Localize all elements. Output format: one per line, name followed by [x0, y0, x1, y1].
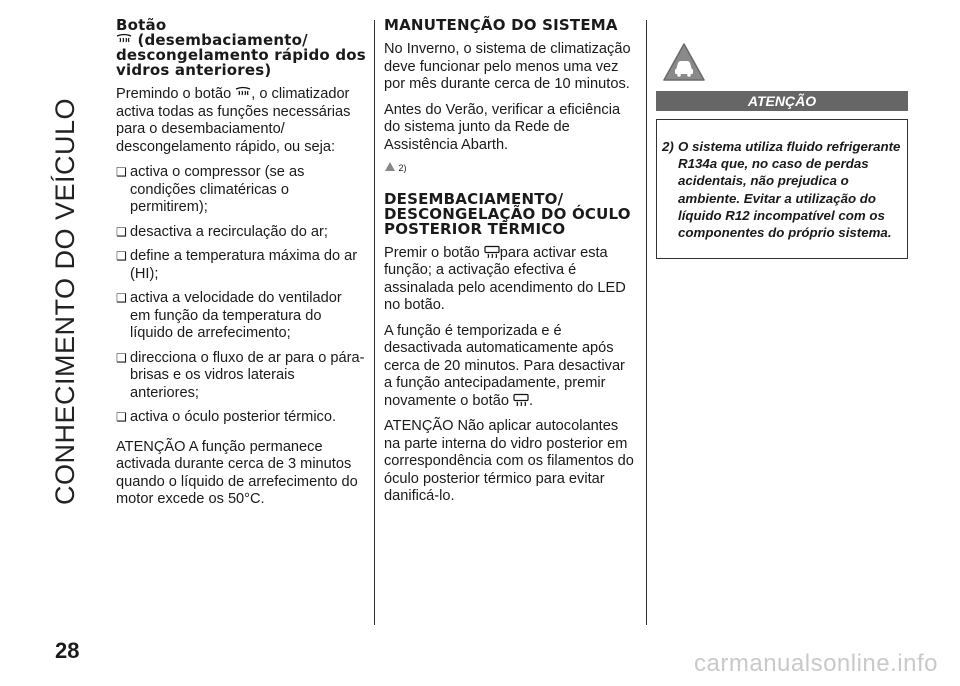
rear-window-defrost-icon — [513, 393, 529, 407]
paragraph: No Inverno, o sistema de climatização deve funcionar pelo menos uma vez por mês durante cerca de 10 minutos. — [384, 41, 631, 92]
list-item: ❑ activa o óculo posterior térmico. — [116, 409, 366, 427]
heading-line: Botão — [116, 16, 167, 34]
column-divider — [646, 20, 647, 625]
watermark: carmanualsonline.info — [694, 650, 938, 677]
car-warning-triangle-icon — [662, 42, 706, 82]
windshield-defrost-icon — [116, 33, 132, 47]
list-item: ❑ define a temperatura máxima do ar (HI); — [116, 248, 366, 283]
paragraph — [384, 245, 634, 315]
attention-note: ATENÇÃO A função permanece activada durante cerca de 3 minutos quando o líquido de arrefecimento do motor excede os 50°C. — [116, 438, 358, 507]
sidebar-section-title: CONHECIMENTO DO VEÍCULO — [50, 97, 80, 505]
section-heading-maintenance: MANUTENÇÃO DO SISTEMA — [384, 16, 618, 34]
list-item: ❑ activa o compressor (se as condições climatéricas o permitirem); — [116, 164, 366, 217]
page-number: 28 — [55, 638, 80, 663]
text: , o climatizador activa todas as funções necessárias para o desembaciamento/ descongelamento rápido, ou seja: — [116, 86, 351, 155]
text: Premir o botão — [384, 244, 480, 261]
warning-triangle-icon — [384, 161, 396, 172]
list-item: ❑ direcciona o fluxo de ar para o pára-brisas e os vidros laterais anteriores; — [116, 350, 366, 403]
intro-paragraph — [116, 86, 366, 156]
column-2 — [384, 18, 634, 514]
text: Premindo o botão — [116, 86, 232, 102]
attention-note: ATENÇÃO Não aplicar autocolantes na parte interna do vidro posterior em correspondência com os filamentos do óculo posterior térmico para evitar danificá-lo. — [384, 418, 634, 504]
text: . — [529, 392, 534, 409]
warning-text — [662, 138, 906, 241]
warning-reference — [384, 160, 634, 178]
function-list — [116, 164, 366, 427]
text: para activar esta função; a activação efectiva é assinalada pelo acendimento do LED no botão. — [384, 244, 626, 313]
warning-header: ATENÇÃO — [656, 91, 908, 111]
list-item: ❑ activa a velocidade do ventilador em função da temperatura do líquido de arrefecimento; — [116, 290, 366, 343]
column-1 — [116, 18, 366, 517]
warning-body: O sistema utiliza fluido refrigerante R134a que, no caso de perdas acidentais, não prejudica o ambiente. Evitar a utilização do líquido R12 incompatível com os componentes do próprio sistema. — [678, 139, 901, 241]
section-heading-defrost-front — [116, 18, 366, 78]
windshield-defrost-icon — [235, 86, 251, 100]
section-heading-rear-defrost: DESEMBACIAMENTO/ DESCONGELAÇÃO DO ÓCULO POSTERIOR TÉRMICO — [384, 189, 631, 238]
heading-rest: (desembaciamento/ descongelamento rápido dos vidros anteriores) — [116, 31, 366, 79]
paragraph: Antes do Verão, verificar a eficiência do sistema junto da Rede de Assistência Abarth. — [384, 101, 621, 153]
warning-number: 2) — [662, 139, 674, 154]
column-divider — [374, 20, 375, 625]
paragraph — [384, 323, 634, 411]
note-ref: 2) — [398, 163, 407, 173]
rear-window-defrost-icon — [484, 245, 500, 259]
text: A função é temporizada e é desactivada automaticamente após cerca de 20 minutos. Para desactivar a função antecipadamente, premir novamente o botão — [384, 322, 625, 409]
list-item: ❑ desactiva a recirculação do ar; — [116, 224, 366, 242]
